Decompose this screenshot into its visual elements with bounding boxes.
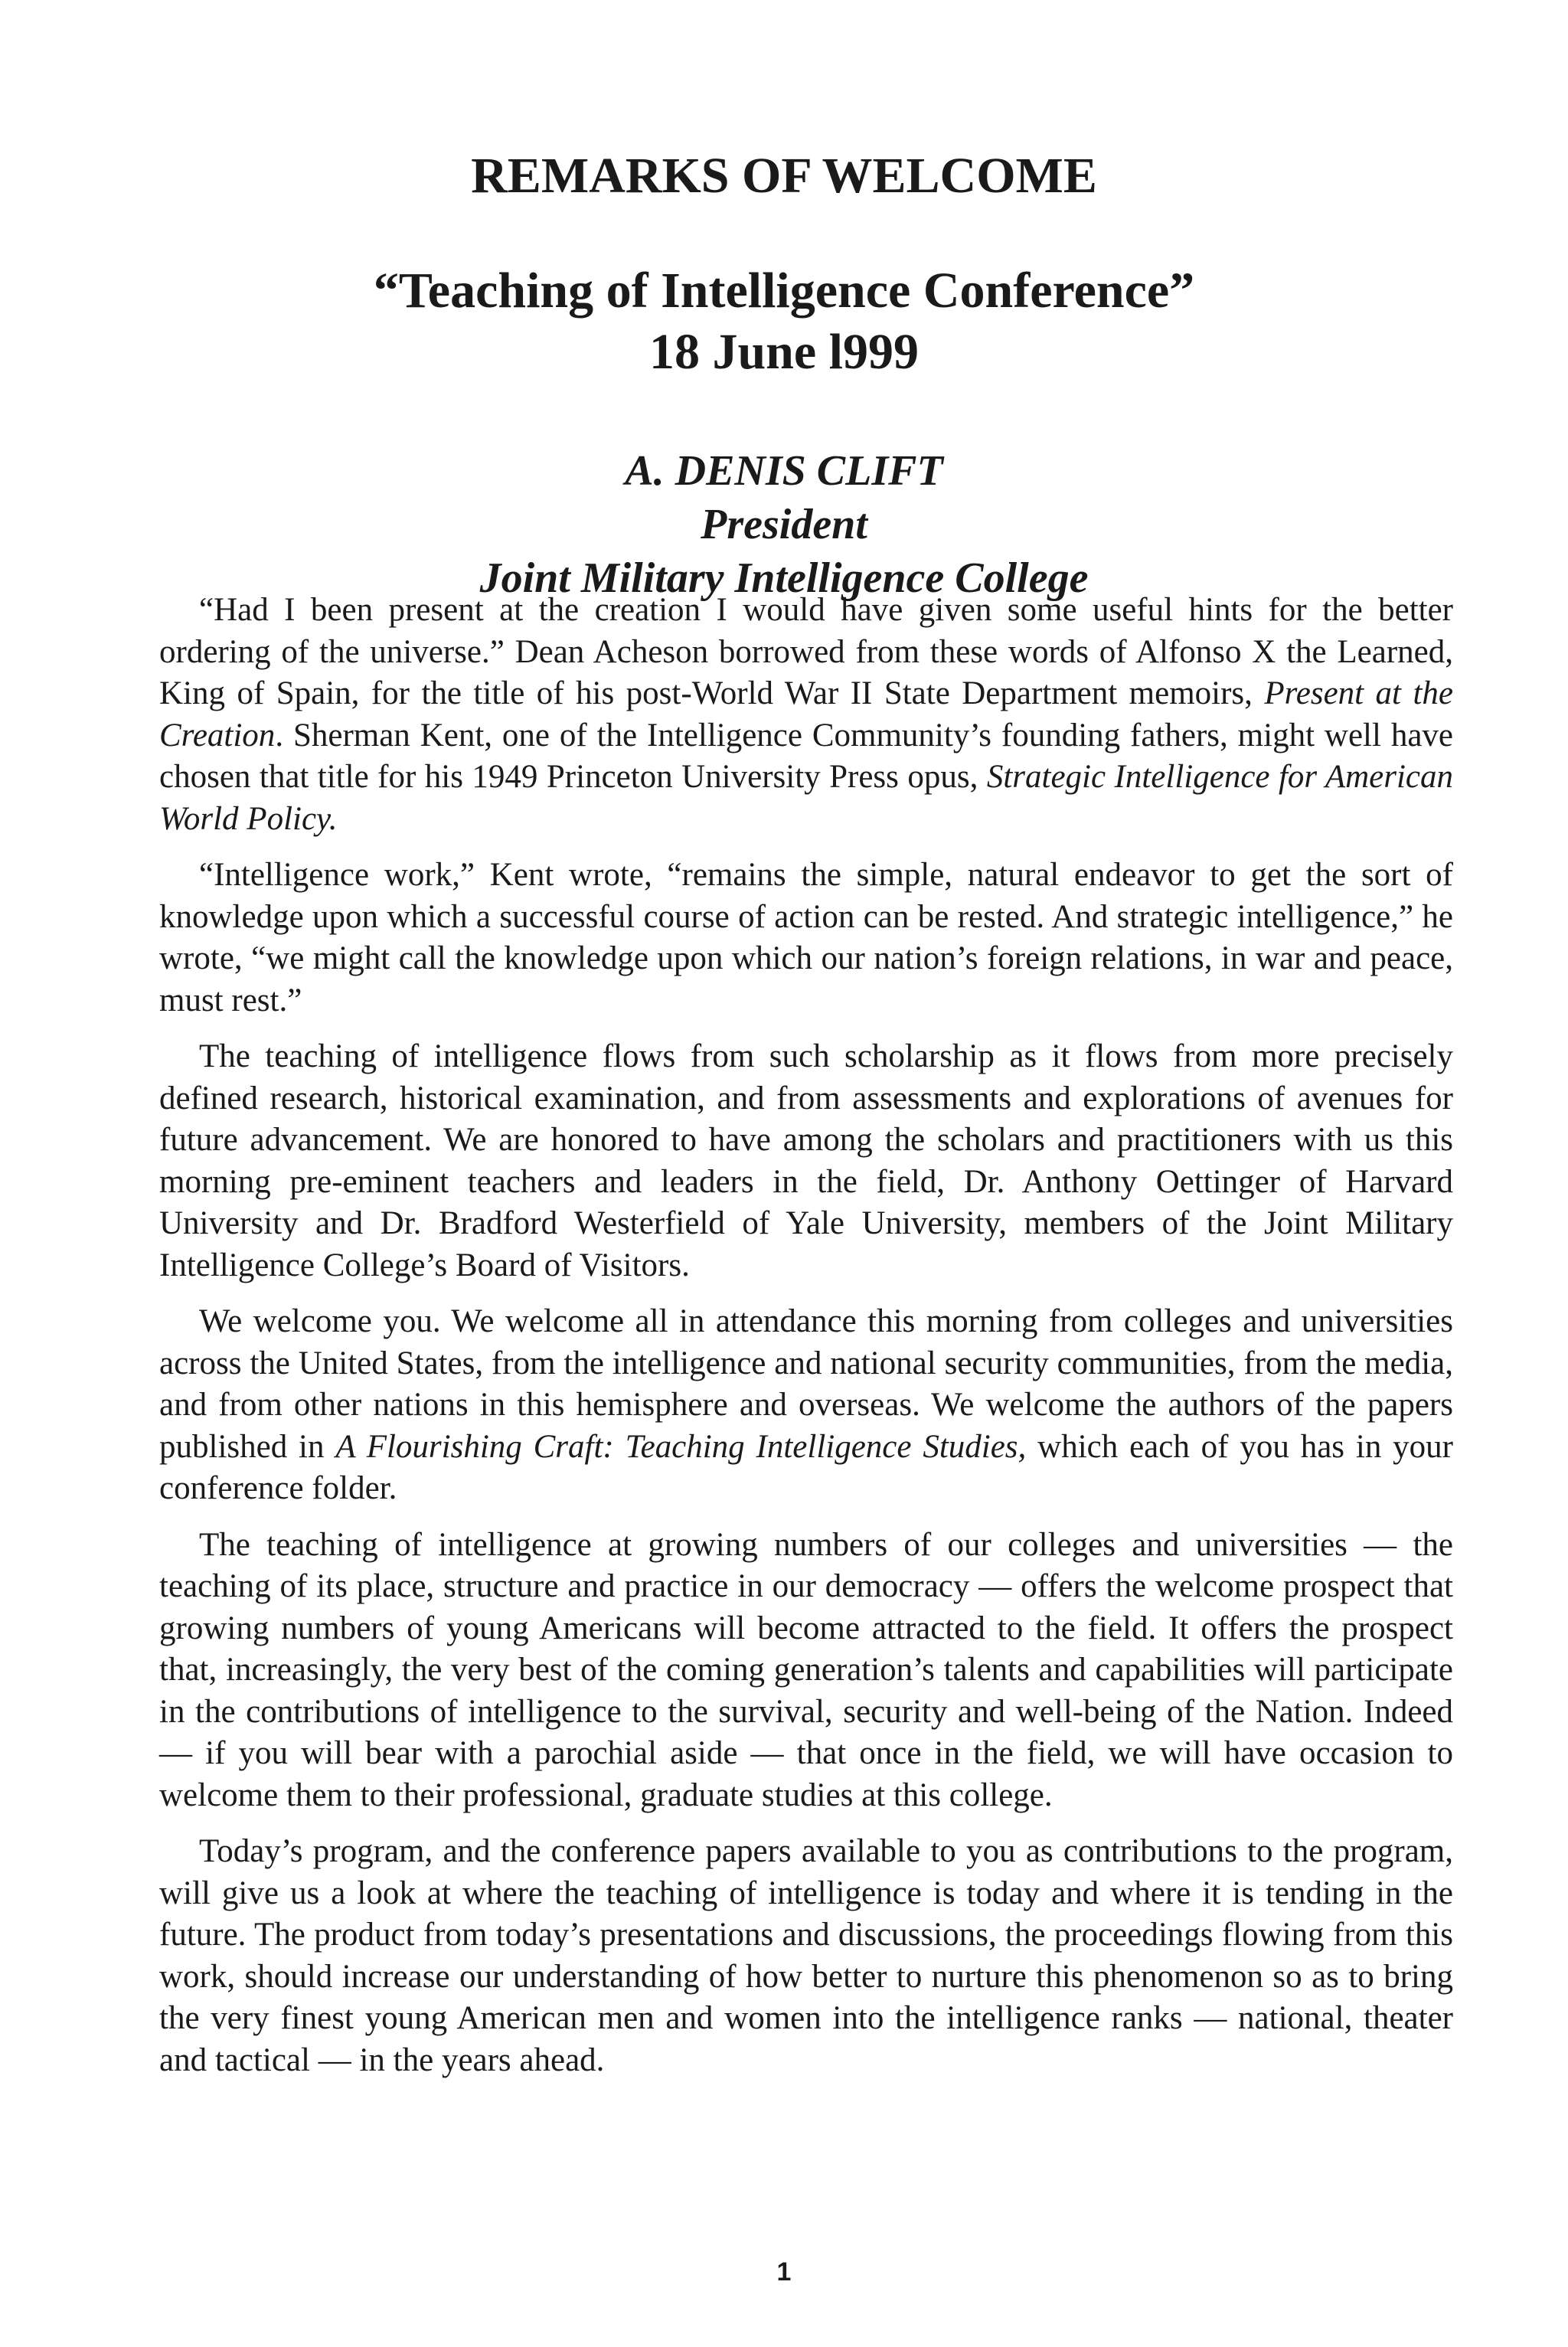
paragraph-5: The teaching of intelligence at growing numbers of our colleges and universities — the teaching of its place, structure and practice in our democracy — offers the welcome prospect that growing numbers of young Americans will become attracted to the field. It offers the prospect that, increasingly, the very best of the coming generation’s talents and capabilities will participate in the contributions of intelligence to the survival, security and well-being of the Nation. Indeed — if you will bear with a parochial aside — that once in the field, we will have occasion to welcome them to their professional, graduate studies at this college.: [159, 1526, 1453, 1813]
book-title-a-flourishing-craft: A Flourishing Craft: Teaching Intelligence Studies,: [335, 1428, 1027, 1465]
author-block: [0, 444, 1568, 605]
document-header: [0, 145, 1568, 605]
conference-date: 18 June l999: [648, 324, 920, 380]
author-name: A. DENIS CLIFT: [625, 447, 943, 495]
paragraph-1-text-a: “Had I been present at the creation I would have given some useful hints for the better ordering of the universe.” Dean Acheson borrowed from these words of Alfonso X the Learned, King of Spain, for the title of his post-World War II State Department memoirs,: [159, 592, 1453, 711]
page-number: 1: [776, 2257, 792, 2287]
paragraph-1: [159, 590, 1453, 840]
paragraph-3: The teaching of intelligence flows from such scholarship as it flows from more precisely defined research, historical examination, and from assessments and explorations of avenues for future advancement. We are honored to have among the scholars and practitioners with us this morning pre-eminent teachers and leaders in the field, Dr. Anthony Oettinger of Harvard University and Dr. Bradford Westerfield of Yale University, members of the Joint Military Intelligence College’s Board of Visitors.: [159, 1038, 1453, 1283]
page-title: REMARKS OF WELCOME: [471, 148, 1097, 204]
paragraph-2: “Intelligence work,” Kent wrote, “remains the simple, natural endeavor to get the sort of knowledge upon which a successful course of action can be rested. And strategic intelligence,” he wrote, “we might call the knowledge upon which our nation’s foreign relations, in war and peace, must rest.”: [159, 857, 1453, 1018]
paragraph-4: [159, 1301, 1453, 1510]
paragraph-6: Today’s program, and the conference papers available to you as contributions to the program, will give us a look at where the teaching of intelligence is today and where it is tending in the future. The product from today’s presentations and discussions, the proceedings flowing from this work, should increase our understanding of how better to nurture this phenomenon so as to bring the very finest young American men and women into the intelligence ranks — national, theater and tactical — in the years ahead.: [159, 1833, 1453, 2078]
conference-title: “Teaching of Intelligence Conference”: [373, 263, 1195, 319]
body-text: [159, 590, 1453, 2096]
paragraph-4-text-b: which each of you has in your conference folder.: [159, 1428, 1453, 1506]
paragraph-4-text-a: We welcome you. We welcome all in attendance this morning from colleges and universities across the United States, from the intelligence and national security communities, from the media, and from other nations in this hemisphere and overseas. We welcome the authors of the papers published in: [159, 1303, 1453, 1465]
book-title-strategic-intelligence: Strategic Intelligence for American World Policy.: [159, 759, 1453, 837]
paragraph-1-text-b: . Sherman Kent, one of the Intelligence Community’s founding fathers, might well have chosen that title for his 1949 Princeton University Press opus,: [159, 717, 1453, 795]
book-title-present-at-the-creation: Present at the Creation: [159, 675, 1453, 753]
author-position: President: [701, 501, 867, 548]
author-organization: Joint Military Intelligence College: [479, 554, 1089, 602]
